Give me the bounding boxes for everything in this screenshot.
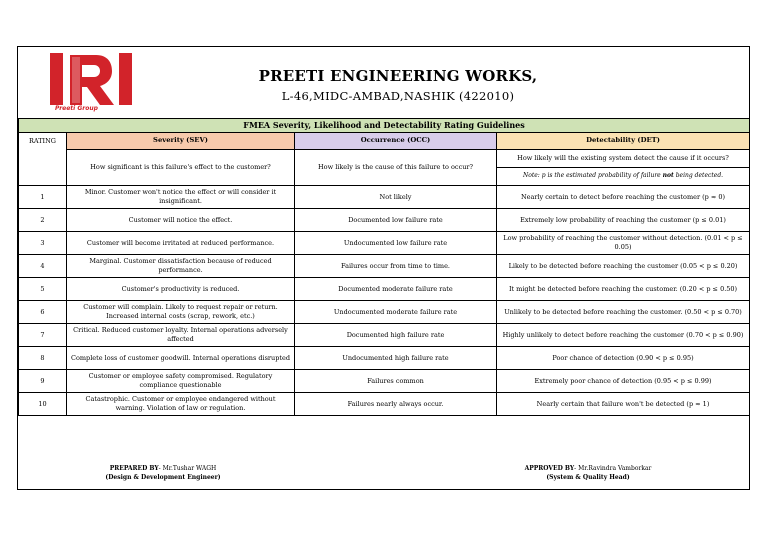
company-name: PREETI ENGINEERING WORKS,: [258, 67, 538, 85]
table-row: [19, 186, 750, 209]
table-row: [19, 209, 750, 232]
detectability-cell: Nearly certain to detect before reaching the customer (p ≈ 0): [497, 186, 750, 209]
table-row: [19, 278, 750, 301]
rating-cell: 6: [19, 301, 67, 324]
detectability-cell: It might be detected before reaching the customer. (0.20 < p ≤ 0.50): [497, 278, 750, 301]
severity-cell: Customer will become irritated at reduced performance.: [67, 232, 295, 255]
rating-cell: 7: [19, 324, 67, 347]
table-row: [19, 255, 750, 278]
rating-cell: 9: [19, 370, 67, 393]
prepared-by-block: [78, 465, 248, 482]
occurrence-cell: Not likely: [295, 186, 497, 209]
table-row: [19, 347, 750, 370]
occurrence-cell: Undocumented moderate failure rate: [295, 301, 497, 324]
note-emphasis: not: [662, 172, 674, 180]
severity-cell: Customer or employee safety compromised. Regulatory compliance questionable: [67, 370, 295, 393]
detectability-note: [497, 168, 750, 186]
fmea-sheet: [17, 46, 750, 490]
prepared-by-name: - Mr.Tushar WAGH: [158, 465, 217, 472]
table-row: [19, 393, 750, 416]
detectability-cell: Poor chance of detection (0.90 < p ≤ 0.95): [497, 347, 750, 370]
occurrence-cell: Documented low failure rate: [295, 209, 497, 232]
severity-cell: Minor. Customer won't notice the effect or will consider it insignificant.: [67, 186, 295, 209]
approved-by-label: APPROVED BY: [524, 465, 575, 472]
detectability-cell: Low probability of reaching the customer without detection. (0.01 < p ≤ 0.05): [497, 232, 750, 255]
table-banner: FMEA Severity, Likelihood and Detectability Rating Guidelines: [19, 119, 750, 133]
occurrence-cell: Failures occur from time to time.: [295, 255, 497, 278]
occurrence-cell: Failures common: [295, 370, 497, 393]
rating-header: RATING: [19, 133, 67, 186]
occurrence-cell: Undocumented low failure rate: [295, 232, 497, 255]
table-row: [19, 370, 750, 393]
severity-cell: Catastrophic. Customer or employee endangered without warning. Violation of law or regulation.: [67, 393, 295, 416]
table-row: [19, 232, 750, 255]
table-row: [19, 301, 750, 324]
note-prefix: Note: p is the estimated probability of failure: [522, 172, 661, 180]
rating-cell: 8: [19, 347, 67, 370]
detectability-cell: Extremely low probability of reaching the customer (p ≤ 0.01): [497, 209, 750, 232]
severity-cell: Customer will notice the effect.: [67, 209, 295, 232]
occurrence-cell: Failures nearly always occur.: [295, 393, 497, 416]
occurrence-cell: Documented high failure rate: [295, 324, 497, 347]
severity-cell: Complete loss of customer goodwill. Internal operations disrupted: [67, 347, 295, 370]
sheet-header: [18, 47, 749, 118]
detectability-cell: Highly unlikely to detect before reaching the customer (0.70 < p ≤ 0.90): [497, 324, 750, 347]
severity-question: How significant is this failure's effect to the customer?: [67, 150, 295, 186]
rating-table: [18, 118, 750, 416]
severity-cell: Customer's productivity is reduced.: [67, 278, 295, 301]
company-address: L-46,MIDC-AMBAD,NASHIK (422010): [281, 89, 515, 103]
approved-by-role: (System & Quality Head): [546, 473, 630, 481]
severity-cell: Critical. Reduced customer loyalty. Internal operations adversely affected: [67, 324, 295, 347]
severity-cell: Customer will complain. Likely to request repair or return. Increased internal costs (scrap, rework, etc.): [67, 301, 295, 324]
logo-tagline: Preeti Group: [55, 105, 98, 112]
detectability-cell: Likely to be detected before reaching the customer (0.05 < p ≤ 0.20): [497, 255, 750, 278]
detectability-cell: Nearly certain that failure won't be detected (p ≈ 1): [497, 393, 750, 416]
rating-cell: 4: [19, 255, 67, 278]
occurrence-header: Occurrence (OCC): [295, 133, 497, 150]
rating-cell: 10: [19, 393, 67, 416]
rating-cell: 1: [19, 186, 67, 209]
detectability-header: Detectability (DET): [497, 133, 750, 150]
severity-cell: Marginal. Customer dissatisfaction because of reduced performance.: [67, 255, 295, 278]
detectability-question: How likely will the existing system detect the cause if it occurs?: [497, 150, 750, 168]
rating-cell: 2: [19, 209, 67, 232]
table-row: [19, 324, 750, 347]
approved-by-block: [498, 465, 678, 482]
occurrence-question: How likely is the cause of this failure to occur?: [295, 150, 497, 186]
prepared-by-role: (Design & Development Engineer): [105, 473, 221, 481]
rating-cell: 5: [19, 278, 67, 301]
prepared-by-label: PREPARED BY: [109, 465, 159, 472]
occurrence-cell: Documented moderate failure rate: [295, 278, 497, 301]
severity-header: Severity (SEV): [67, 133, 295, 150]
detectability-cell: Unlikely to be detected before reaching the customer. (0.50 < p ≤ 0.70): [497, 301, 750, 324]
note-suffix: being detected.: [675, 172, 724, 180]
detectability-cell: Extremely poor chance of detection (0.95 < p ≤ 0.99): [497, 370, 750, 393]
approved-by-name: - Mr.Ravindra Vamborkar: [574, 465, 652, 472]
occurrence-cell: Undocumented high failure rate: [295, 347, 497, 370]
rating-cell: 3: [19, 232, 67, 255]
